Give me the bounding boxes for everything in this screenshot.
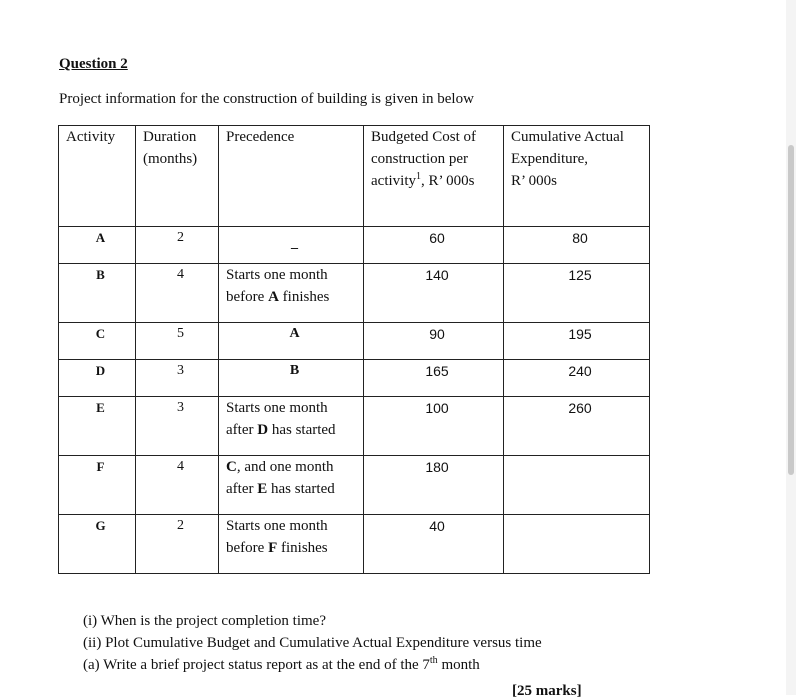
duration-cell: 2	[136, 227, 219, 264]
question-item: (a) Write a brief project status report as at the end of the 7th month	[83, 655, 480, 673]
duration-cell: 3	[136, 360, 219, 397]
budget-cell: 60	[364, 227, 504, 264]
table-row	[59, 323, 650, 360]
precedence-cell: B	[219, 360, 364, 397]
duration-cell: 2	[136, 515, 219, 574]
scrollbar-thumb[interactable]	[788, 145, 794, 475]
duration-cell: 4	[136, 264, 219, 323]
intro-text: Project information for the construction of building is given in below	[59, 91, 474, 107]
table-row	[59, 227, 650, 264]
table-row	[59, 264, 650, 323]
header-precedence: Precedence	[219, 126, 364, 227]
project-table	[58, 125, 650, 574]
activity-cell: A	[59, 227, 136, 264]
table-row	[59, 515, 650, 574]
table-row	[59, 360, 650, 397]
marks-label: [25 marks]	[512, 683, 582, 699]
precedence-cell: _	[219, 227, 364, 264]
precedence-cell: A	[219, 323, 364, 360]
activity-cell: E	[59, 397, 136, 456]
table-header-row	[59, 126, 650, 227]
duration-cell: 3	[136, 397, 219, 456]
header-budget: Budgeted Cost of construction per activity$^1$, R’ 000s	[364, 126, 504, 227]
question-item: (i) When is the project completion time?	[83, 613, 326, 629]
header-activity: Activity	[59, 126, 136, 227]
cumulative-cell: 240	[504, 360, 650, 397]
duration-cell: 5	[136, 323, 219, 360]
precedence-cell: Starts one month after D has started	[219, 397, 364, 456]
cumulative-cell: 125	[504, 264, 650, 323]
precedence-cell: Starts one month before A finishes	[219, 264, 364, 323]
budget-cell: 100	[364, 397, 504, 456]
budget-cell: 180	[364, 456, 504, 515]
header-cumulative: Cumulative Actual Expenditure, R’ 000s	[504, 126, 650, 227]
table-row	[59, 456, 650, 515]
question-item: (ii) Plot Cumulative Budget and Cumulative Actual Expenditure versus time	[83, 635, 542, 651]
vertical-scrollbar[interactable]	[786, 0, 796, 695]
question-list	[83, 610, 542, 676]
question-title: Question 2	[59, 56, 128, 72]
cumulative-cell: 80	[504, 227, 650, 264]
activity-cell: G	[59, 515, 136, 574]
activity-cell: C	[59, 323, 136, 360]
precedence-cell: C, and one month after E has started	[219, 456, 364, 515]
activity-cell: D	[59, 360, 136, 397]
cumulative-cell	[504, 515, 650, 574]
table-row	[59, 397, 650, 456]
duration-cell: 4	[136, 456, 219, 515]
activity-cell: F	[59, 456, 136, 515]
budget-cell: 165	[364, 360, 504, 397]
cumulative-cell: 260	[504, 397, 650, 456]
budget-cell: 140	[364, 264, 504, 323]
header-duration: Duration (months)	[136, 126, 219, 227]
budget-cell: 40	[364, 515, 504, 574]
budget-cell: 90	[364, 323, 504, 360]
cumulative-cell	[504, 456, 650, 515]
precedence-cell: Starts one month before F finishes	[219, 515, 364, 574]
activity-cell: B	[59, 264, 136, 323]
cumulative-cell: 195	[504, 323, 650, 360]
